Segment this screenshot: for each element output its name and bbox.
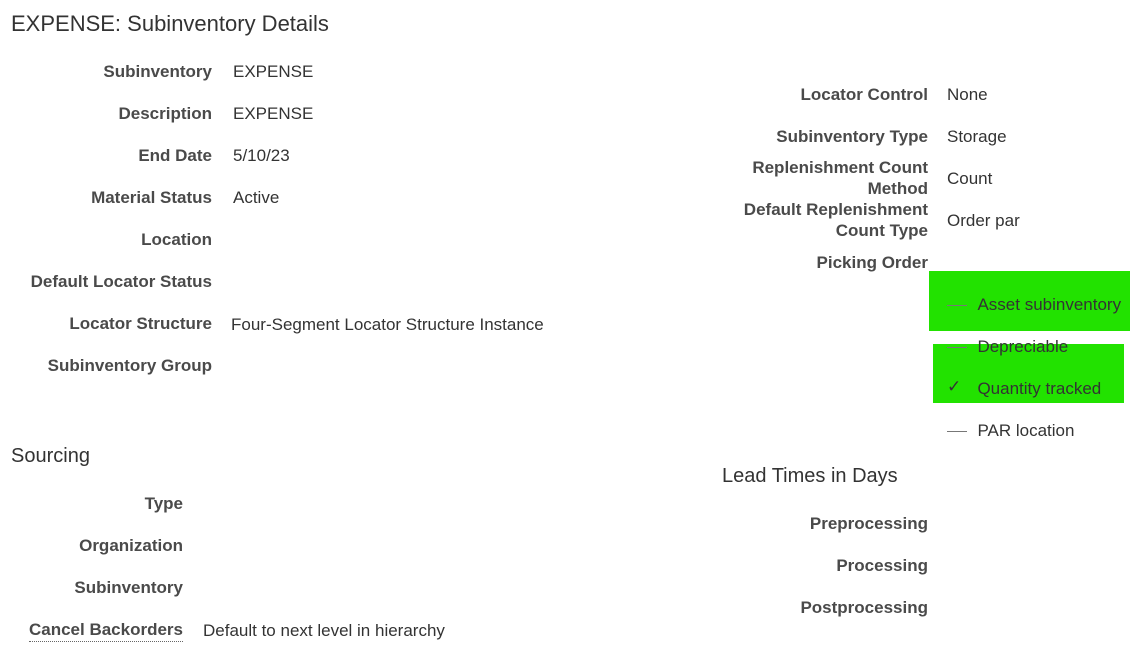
- end-date-label: End Date: [138, 146, 212, 165]
- processing-label: Processing: [836, 556, 928, 575]
- quantity-tracked-label: Quantity tracked: [977, 379, 1102, 398]
- replenishment-count-method-label-line2: Method: [867, 179, 928, 198]
- locator-control-value: None: [947, 85, 988, 104]
- sourcing-subinventory-label: Subinventory: [74, 578, 183, 597]
- replenishment-count-method-label-line1: Replenishment Count: [752, 158, 928, 177]
- replenishment-count-method-value: Count: [947, 169, 993, 188]
- end-date-value: 5/10/23: [233, 146, 290, 165]
- checkmark-icon: ✓: [947, 377, 962, 396]
- default-replenishment-count-type-label: [744, 199, 928, 241]
- description-label: Description: [118, 104, 212, 123]
- unchecked-dash-icon: [947, 347, 967, 348]
- subinventory-value: EXPENSE: [233, 62, 314, 81]
- lead-times-section-title: Lead Times in Days: [722, 465, 898, 487]
- depreciable-label: Depreciable: [977, 337, 1069, 356]
- default-replenishment-count-type-value: Order par: [947, 211, 1020, 230]
- subinventory-type-value: Storage: [947, 127, 1007, 146]
- asset-subinventory-label: Asset subinventory: [977, 295, 1122, 314]
- picking-order-label: Picking Order: [816, 253, 928, 272]
- cancel-backorders-label[interactable]: Cancel Backorders: [29, 619, 183, 642]
- default-locator-status-label: Default Locator Status: [30, 272, 212, 291]
- default-replenishment-count-type-label-line2: Count Type: [835, 221, 928, 240]
- subinventory-type-label: Subinventory Type: [776, 127, 928, 146]
- cancel-backorders-value: Default to next level in hierarchy: [203, 621, 445, 640]
- subinventory-group-label: Subinventory Group: [47, 356, 212, 375]
- sourcing-organization-label: Organization: [79, 536, 183, 555]
- default-replenishment-count-type-label-line1: Default Replenishment: [743, 200, 928, 219]
- replenishment-count-method-label: [752, 157, 928, 199]
- location-label: Location: [141, 230, 212, 249]
- postprocessing-label: Postprocessing: [800, 598, 928, 617]
- material-status-label: Material Status: [91, 188, 212, 207]
- quantity-tracked-flag: [947, 376, 1101, 397]
- preprocessing-label: Preprocessing: [809, 514, 928, 533]
- unchecked-dash-icon: [947, 431, 967, 432]
- subinventory-label: Subinventory: [103, 62, 212, 81]
- material-status-value: Active: [233, 188, 280, 207]
- locator-structure-label: Locator Structure: [69, 314, 212, 333]
- asset-subinventory-flag: [947, 294, 1121, 315]
- locator-control-label: Locator Control: [800, 85, 928, 104]
- description-value: EXPENSE: [233, 104, 314, 123]
- par-location-flag: [947, 420, 1074, 441]
- page-title: EXPENSE: Subinventory Details: [11, 11, 329, 36]
- unchecked-dash-icon: [947, 305, 967, 306]
- par-location-label: PAR location: [977, 421, 1075, 440]
- depreciable-flag: [947, 336, 1068, 357]
- sourcing-section-title: Sourcing: [11, 445, 90, 467]
- locator-structure-value: Four-Segment Locator Structure Instance: [231, 315, 544, 334]
- sourcing-type-label: Type: [144, 494, 183, 513]
